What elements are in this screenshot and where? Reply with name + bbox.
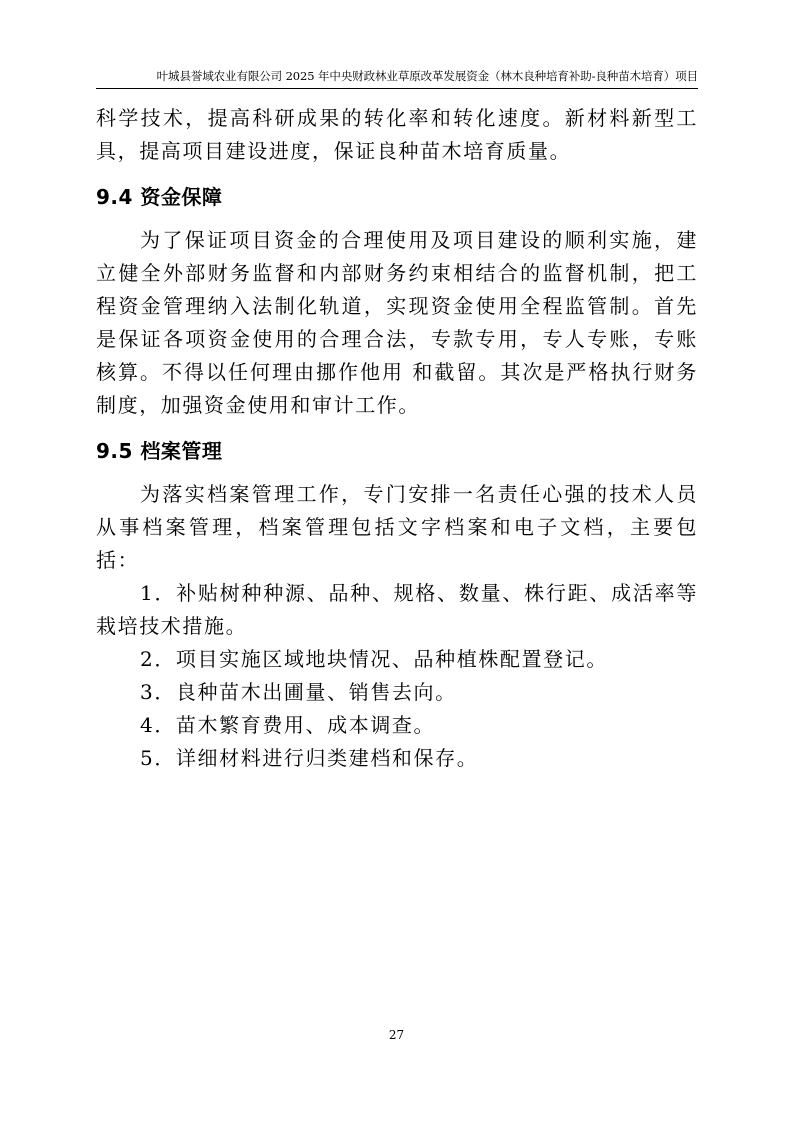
section-paragraph-9-4: 为了保证项目资金的合理使用及项目建设的顺利实施，建立健全外部财务监督和内部财务约束相结合的监督机制，把工程资金管理纳入法制化轨道，实现资金使用全程监管制。首先是保证各项资金使用的合理合法，专款专用，专人专账，专账核算。不得以任何理由挪作他用 和截留。其次是严格执行财务制度，加强资金使用和审计工作。 xyxy=(96,228,698,417)
list-item: 1．补贴树种种源、品种、规格、数量、株行距、成活率等栽培技术措施。 xyxy=(96,581,698,638)
section-heading-9-4: 9.4 资金保障 xyxy=(96,185,223,209)
list-item: 5．详细材料进行归类建档和保存。 xyxy=(140,746,479,770)
list-item: 4．苗木繁育费用、成本调查。 xyxy=(140,713,436,737)
section-heading-9-5: 9.5 档案管理 xyxy=(96,439,223,463)
list-item: 3．良种苗木出圃量、销售去向。 xyxy=(140,680,457,704)
page-number: 27 xyxy=(388,1028,405,1042)
page-body xyxy=(96,102,698,775)
header-rule xyxy=(96,88,698,89)
list-item: 2．项目实施区域地块情况、品种植株配置登记。 xyxy=(140,647,608,671)
intro-paragraph: 科学技术，提高科研成果的转化率和转化速度。新材料新型工具，提高项目建设进度，保证良种苗木培育质量。 xyxy=(96,106,698,163)
running-header: 叶城县誉域农业有限公司 2025 年中央财政林业草原改革发展资金（林木良种培育补助-良种苗木培育）项目 xyxy=(156,69,698,83)
section-paragraph-9-5: 为落实档案管理工作，专门安排一名责任心强的技术人员从事档案管理，档案管理包括文字档案和电子文档，主要包括： xyxy=(96,482,698,572)
